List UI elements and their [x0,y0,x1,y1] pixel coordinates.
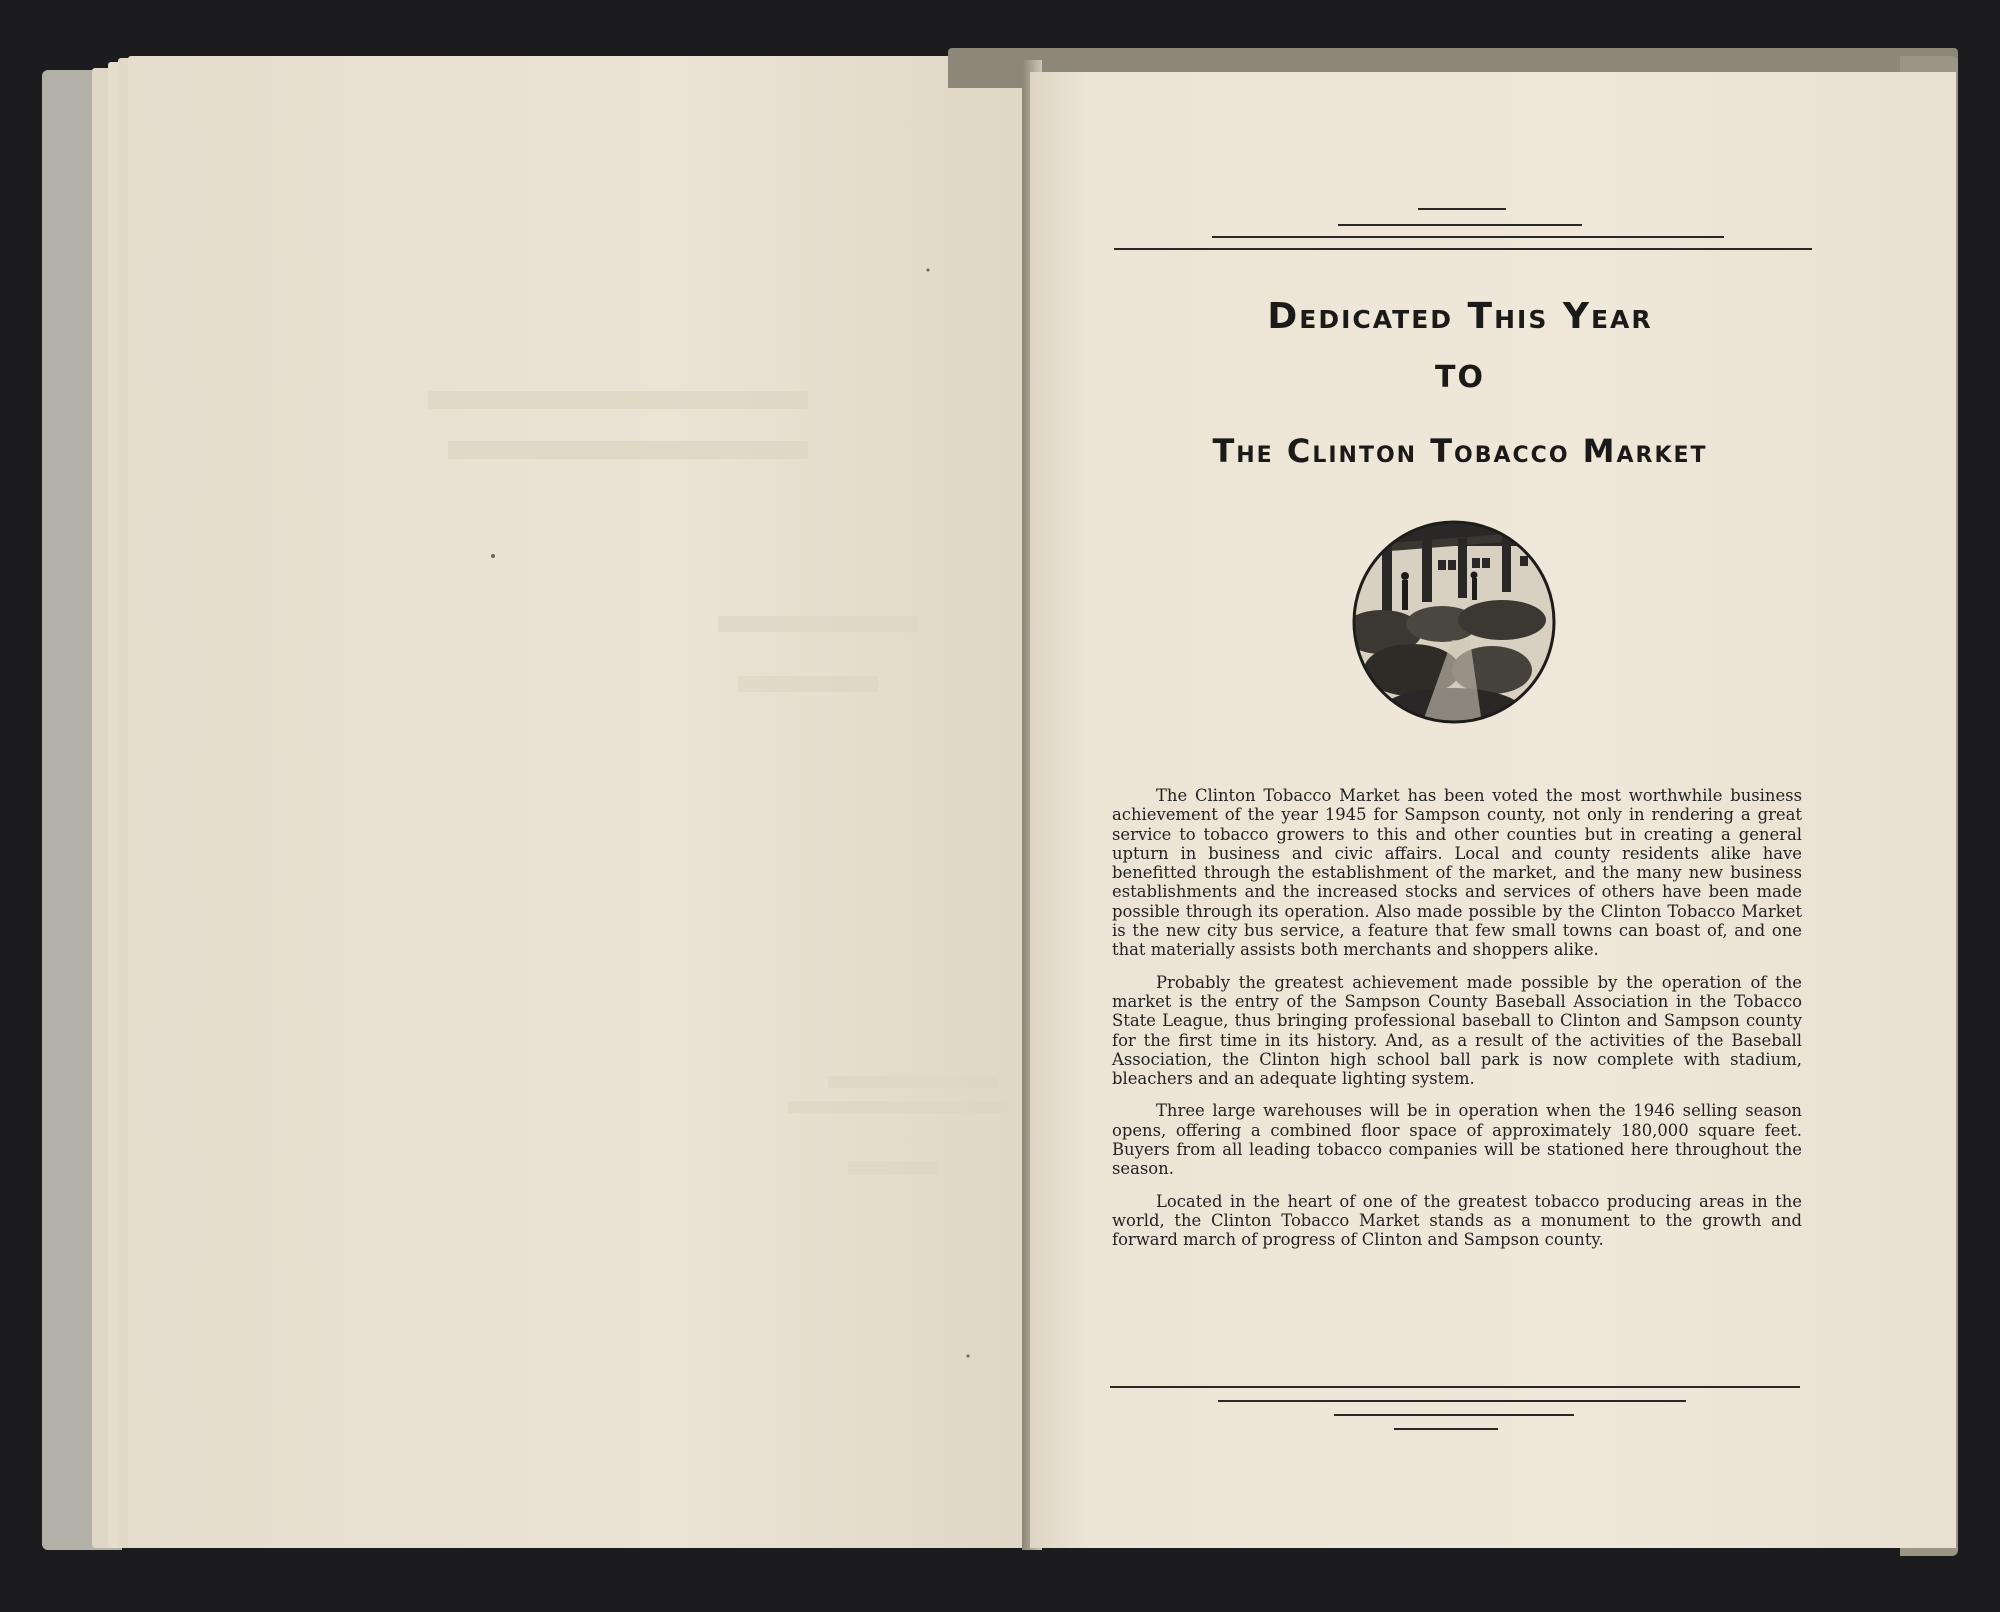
dedication-subject: The Clinton Tobacco Market [1212,432,1708,470]
top-rule-full [1114,248,1812,250]
paragraph: The Clinton Tobacco Market has been voted the most worthwhile business achievement of the year 1945 for Sampson county, not only in rendering a great service to tobacco growers to this and other counties but in creating a general upturn in business and civic affairs. Local and county residents alike have benefitted through the establishment of the market, and the many new business establishments and the increased stocks and services of others have been made possible through its operation. Also made possible by the Clinton Tobacco Market is the new city bus service, a feature that few small towns can boast of, and one that materially assists both merchants and shoppers alike. [1112,786,1802,960]
top-rule-short [1418,208,1506,210]
dedication-heading: Dedicated This Year [1267,296,1653,337]
bottom-rule-long [1218,1400,1686,1402]
bleed-through-marks [128,56,1038,1548]
paragraph: Located in the heart of one of the greatest tobacco producing areas in the world, the Clinton Tobacco Market stands as a monument to the growth and forward march of progress of Clinton and Sampson county. [1112,1191,1802,1250]
dedication-to: TO [1435,360,1485,395]
top-rule-medium [1338,224,1582,226]
bottom-rule-short [1394,1428,1498,1430]
left-page-blank [128,56,1038,1548]
top-rule-long [1212,236,1724,238]
bottom-rule-medium [1334,1414,1574,1416]
paragraph: Three large warehouses will be in operation when the 1946 selling season opens, offering a combined floor space of approximately 180,000 square feet. Buyers from all leading tobacco companies will be stationed here throughout the season. [1112,1101,1802,1179]
bottom-rule-full [1110,1386,1800,1388]
tobacco-warehouse-vignette-icon [1352,520,1556,724]
paragraph: Probably the greatest achievement made possible by the operation of the market is the entry of the Sampson County Baseball Association in the Tobacco State League, thus bringing professional baseball to Clinton and Sampson county for the first time in its history. And, as a result of the activities of the Baseball Association, the Clinton high school ball park is now complete with stadium, bleachers and an adequate lighting system. [1112,972,1802,1089]
dedication-body [1112,786,1802,1263]
